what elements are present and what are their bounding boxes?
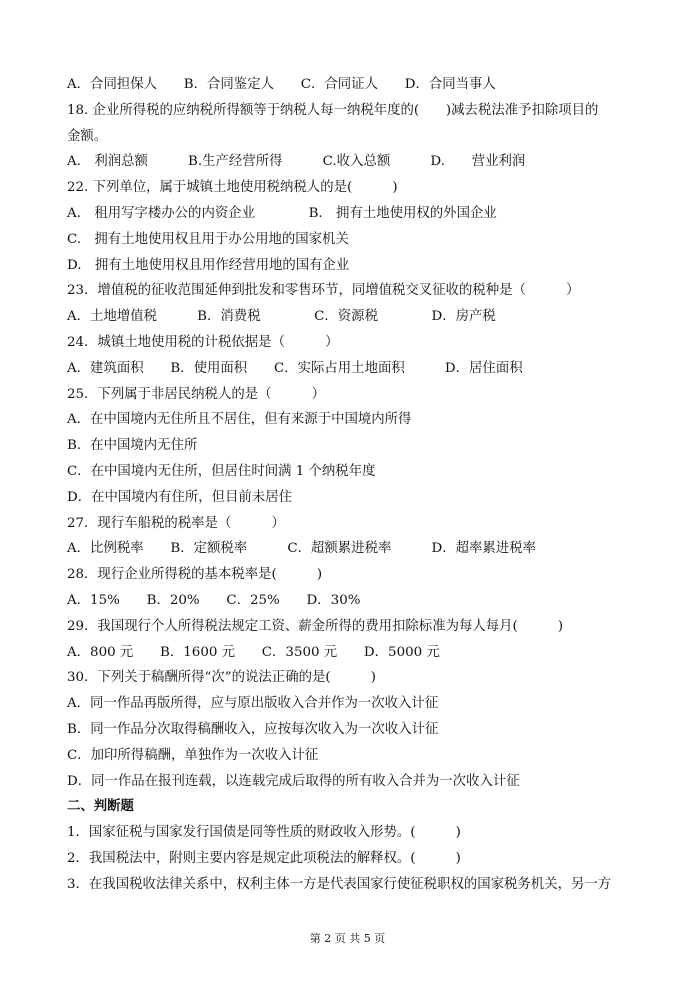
- page-content: [67, 72, 657, 898]
- text-line: 22. 下列单位，属于城镇土地使用税纳税人的是( ): [67, 180, 398, 196]
- text-line: A. 利润总额 B.生产经营所得 C.收入总额 D. 营业利润: [67, 154, 526, 170]
- text-line: D. 拥有土地使用权且用作经营用地的国有企业: [67, 257, 350, 273]
- text-line: 24．城镇土地使用税的计税依据是（ ）: [67, 334, 339, 350]
- text-line: 27．现行车船税的税率是（ ）: [67, 515, 285, 531]
- text-line: A．在中国境内无住所且不居住，但有来源于中国境内所得: [67, 412, 412, 428]
- text-line: D．同一作品在报刊连载，以连载完成后取得的所有收入合并为一次收入计征: [67, 773, 520, 789]
- text-line: 29．我国现行个人所得税法规定工资、薪金所得的费用扣除标准为每人每月( ): [67, 618, 564, 634]
- section-title: 二、判断题: [67, 799, 134, 815]
- text-line: 23．增值税的征收范围延伸到批发和零售环节，同增值税交叉征收的税种是（ ）: [67, 283, 580, 299]
- text-line: A. 租用写字楼办公的内资企业 B. 拥有土地使用权的外国企业: [67, 205, 497, 221]
- text-line: A．同一作品再版所得，应与原出版收入合并作为一次收入计征: [67, 696, 439, 712]
- text-line: A．800 元 B．1600 元 C．3500 元 D．5000 元: [67, 644, 440, 660]
- text-line: A．比例税率 B．定额税率 C．超额累进税率 D．超率累进税率: [67, 541, 536, 557]
- judge-line: 1．国家征税与国家发行国债是同等性质的财政收入形势。( ): [67, 825, 461, 841]
- text-line: 金额。: [67, 128, 108, 144]
- text-line: B．在中国境内无住所: [67, 438, 198, 454]
- page-footer: 第 2 页 共 5 页: [309, 932, 386, 945]
- text-line: 28．现行企业所得税的基本税率是( ): [67, 567, 323, 583]
- text-line: D．在中国境内有住所，但目前未居住: [67, 489, 292, 505]
- text-line: 30．下列关于稿酬所得“次”的说法正确的是( ): [67, 670, 376, 686]
- text-line: B．同一作品分次取得稿酬收入，应按每次收入为一次收入计征: [67, 721, 439, 737]
- text-line: 18. 企业所得税的应纳税所得额等于纳税人每一纳税年度的( )减去税法准予扣除项目的: [67, 102, 599, 118]
- text-line: A．15% B．20% C．25% D．30%: [67, 592, 361, 608]
- judge-line: 3．在我国税收法律关系中，权利主体一方是代表国家行使征税职权的国家税务机关，另一方: [67, 876, 612, 892]
- text-line: C．加印所得稿酬，单独作为一次收入计征: [67, 747, 319, 763]
- text-line: A．合同担保人 B．合同鉴定人 C．合同证人 D．合同当事人: [67, 77, 496, 92]
- text-line: C. 拥有土地使用权且用于办公用地的国家机关: [67, 231, 349, 247]
- text-line: 25．下列属于非居民纳税人的是（ ）: [67, 386, 326, 402]
- text-line: C．在中国境内无住所，但居住时间满 1 个纳税年度: [67, 463, 376, 479]
- judge-line: 2．我国税法中，附则主要内容是规定此项税法的解释权。( ): [67, 850, 461, 866]
- text-line: A．建筑面积 B．使用面积 C．实际占用土地面积 D．居住面积: [67, 360, 523, 376]
- text-line: A．土地增值税 B．消费税 C．资源税 D．房产税: [67, 309, 496, 325]
